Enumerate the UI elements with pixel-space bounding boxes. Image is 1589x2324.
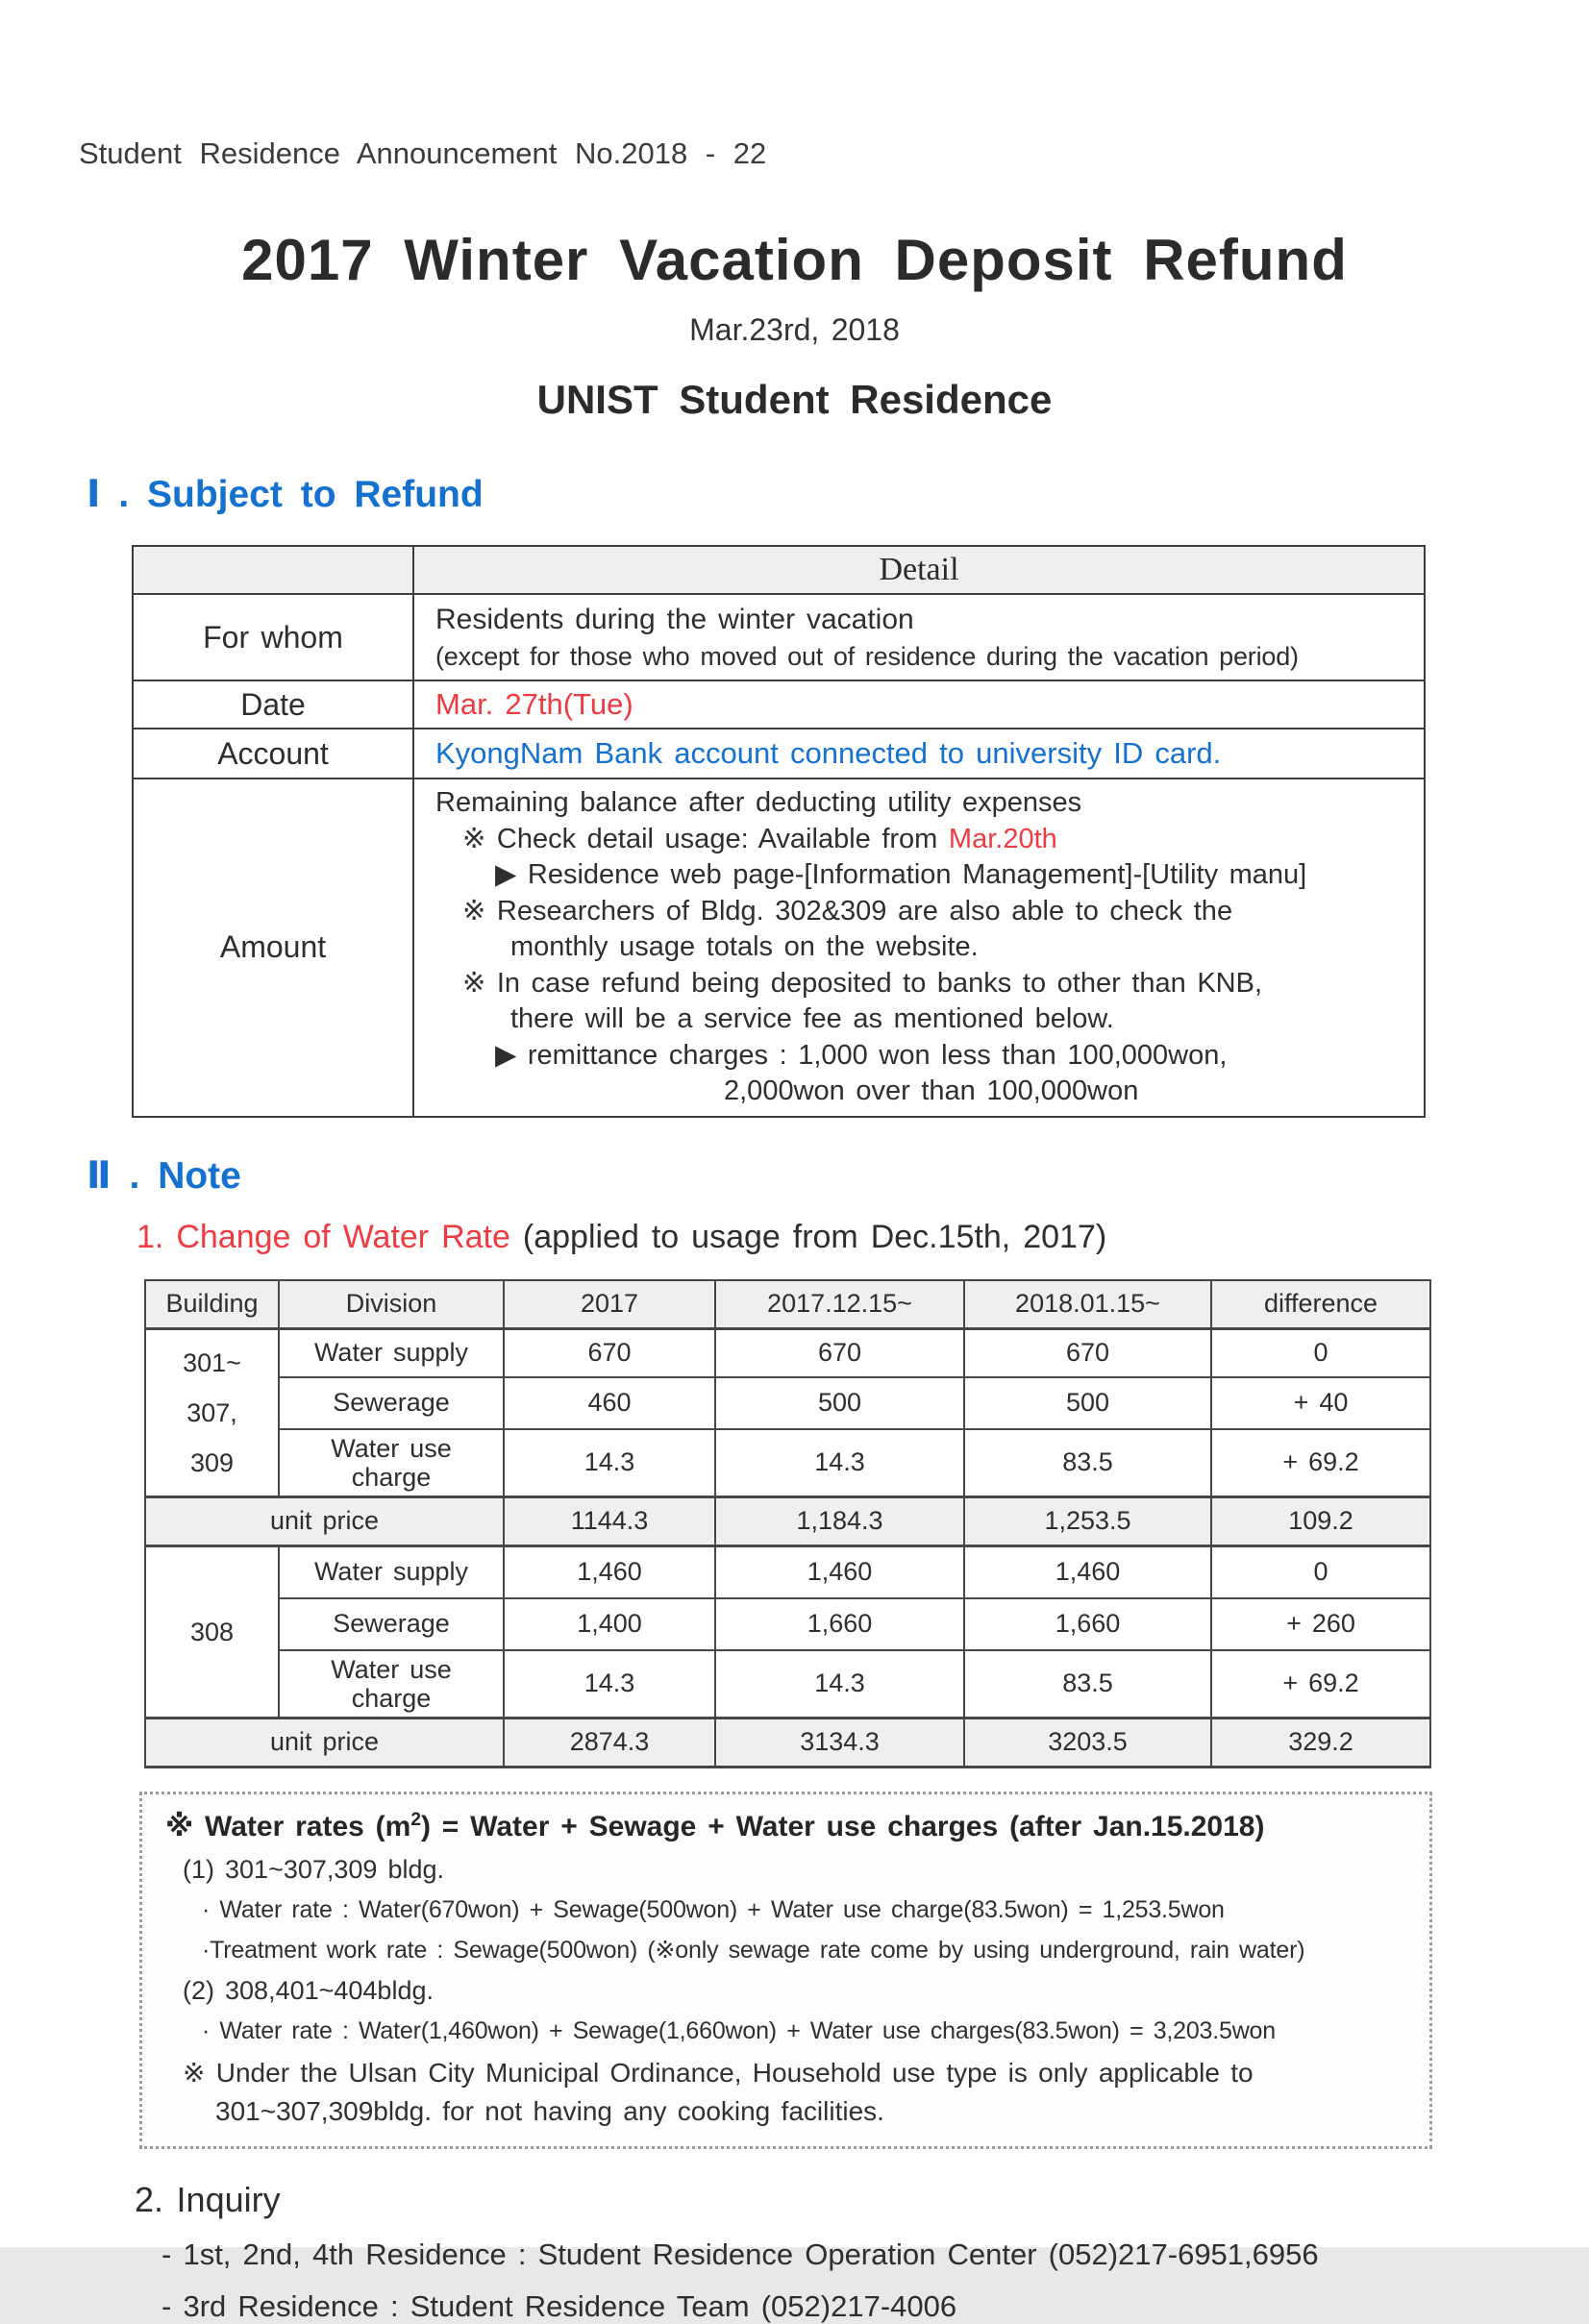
value-cell: 83.5 [964,1650,1211,1718]
note-item: ※ Under the Ulsan City Municipal Ordinance, Household use type is only applicable to [183,2057,1254,2088]
building-cell-308 [145,1545,279,1718]
amount-check-prefix: ※ Check detail usage: Available from [462,823,949,854]
amount-line: there will be a service fee as mentioned below. [510,1003,1114,1034]
value-cell: 1,460 [715,1545,964,1598]
for-whom-line1: Residents during the winter vacation [435,604,914,635]
amount-row [133,779,1425,1117]
amount-line: ※ Researchers of Bldg. 302&309 are also able to check the [462,895,1233,927]
amount-check-date: Mar.20th [948,823,1057,854]
division-cell: Water use charge [279,1429,504,1497]
value-cell: 3203.5 [964,1718,1211,1767]
inquiry-line: - 3rd Residence : Student Residence Team (052)217-4006 [161,2288,957,2323]
building-cell-301 [145,1328,279,1496]
row-label: Account [133,729,413,779]
value-cell: 14.3 [715,1429,964,1497]
value-cell: 460 [504,1377,715,1429]
table-row [145,1429,1430,1497]
table-row [145,1598,1430,1650]
division-cell: Sewerage [279,1377,504,1429]
water-rate-subheading [137,1219,1589,1256]
unit-price-row [145,1718,1430,1767]
section-2-heading: Ⅱ . Note [87,1154,241,1197]
value-cell: 1,184.3 [715,1496,964,1545]
value-cell: 83.5 [964,1429,1211,1497]
announcement-number: Student Residence Announcement No.2018 - 22 [79,136,767,170]
account-row [133,729,1425,779]
amount-line: Remaining balance after deducting utility expenses [435,787,1082,818]
water-rate-subheading-title: 1. Change of Water Rate [137,1218,510,1255]
col-header-2017-12: 2017.12.15~ [715,1280,964,1329]
table-row [145,1545,1430,1598]
table-row [145,1650,1430,1718]
value-cell: 3134.3 [715,1718,964,1767]
value-cell: 1,253.5 [964,1496,1211,1545]
building-line: 309 [189,1447,235,1477]
division-cell: Sewerage [279,1598,504,1650]
value-cell: 0 [1211,1545,1430,1598]
unit-price-label: unit price [145,1718,504,1767]
inquiry-heading: 2. Inquiry [135,2179,281,2219]
value-cell: 0 [1211,1328,1430,1377]
unit-price-label: unit price [145,1496,504,1545]
value-cell: 500 [715,1377,964,1429]
value-cell: 14.3 [504,1429,715,1497]
section-1-heading: Ⅰ . Subject to Refund [87,474,484,515]
refund-table-header-row [133,546,1425,594]
value-cell: 329.2 [1211,1718,1430,1767]
col-header-division: Division [279,1280,504,1329]
amount-line: monthly usage totals on the website. [510,931,979,962]
row-label: For whom [133,594,413,680]
value-cell: + 260 [1211,1598,1430,1650]
note-item: ·Treatment work rate : Sewage(500won) (※only sewage rate come by using underground, rain water) [202,1936,1305,1964]
note-item: 301~307,309bldg. for not having any cooking facilities. [215,2095,884,2126]
row-label: Amount [133,779,413,1117]
date-row [133,680,1425,729]
inquiry-line: - 1st, 2nd, 4th Residence : Student Residence Operation Center (052)217-6951,6956 [161,2237,1319,2271]
water-rate-subheading-note: (applied to usage from Dec.15th, 2017) [522,1218,1107,1255]
detail-header-cell: Detail [413,546,1425,594]
value-cell: 14.3 [504,1650,715,1718]
organization-name: UNIST Student Residence [536,377,1053,422]
for-whom-row [133,594,1425,680]
building-line: 308 [189,1617,235,1646]
value-cell: 1,660 [715,1598,964,1650]
note-item: (2) 308,401~404bldg. [183,1975,434,2005]
value-cell: 670 [715,1328,964,1377]
note-item: · Water rate : Water(670won) + Sewage(500won) + Water use charge(83.5won) = 1,253.5won [202,1895,1225,1923]
value-cell: + 40 [1211,1377,1430,1429]
division-cell: Water supply [279,1328,504,1377]
amount-line [435,822,1414,858]
water-rate-table [144,1279,1431,1768]
value-cell: 2874.3 [504,1718,715,1767]
value-cell: 500 [964,1377,1211,1429]
for-whom-value [413,594,1425,680]
value-cell: 1,660 [964,1598,1211,1650]
water-rate-note-box [139,1792,1432,2149]
note-title-sup: 2 [410,1809,421,1830]
unit-price-row [145,1496,1430,1545]
document-date: Mar.23rd, 2018 [689,312,900,347]
division-cell: Water supply [279,1545,504,1598]
col-header-building: Building [145,1280,279,1329]
value-cell: 1144.3 [504,1496,715,1545]
value-cell: 670 [504,1328,715,1377]
value-cell: + 69.2 [1211,1429,1430,1497]
row-label: Date [133,680,413,729]
value-cell: 14.3 [715,1650,964,1718]
amount-line: ※ In case refund being deposited to banks to other than KNB, [462,967,1263,999]
note-item: · Water rate : Water(1,460won) + Sewage(1,660won) + Water use charges(83.5won) = 3,203.5won [202,2016,1276,2044]
value-cell: 109.2 [1211,1496,1430,1545]
division-cell: Water use charge [279,1650,504,1718]
value-cell: + 69.2 [1211,1650,1430,1718]
building-line: 301~ [183,1347,241,1377]
building-line: 307, [186,1397,237,1427]
note-title [165,1810,1410,1843]
note-title-pre: ※ Water rates (m [165,1810,411,1842]
empty-header-cell [133,546,413,594]
refund-table [132,545,1426,1118]
amount-line: ▶ remittance charges : 1,000 won less than 100,000won, [495,1039,1228,1071]
value-cell: 1,460 [964,1545,1211,1598]
date-value: Mar. 27th(Tue) [413,680,1425,729]
table-row [145,1328,1430,1377]
value-cell: 670 [964,1328,1211,1377]
col-header-2017: 2017 [504,1280,715,1329]
value-cell: 1,460 [504,1545,715,1598]
col-header-difference: difference [1211,1280,1430,1329]
amount-line: 2,000won over than 100,000won [724,1075,1139,1106]
amount-line: ▶ Residence web page-[Information Management]-[Utility manu] [495,859,1307,890]
table-row [145,1377,1430,1429]
col-header-2018-01: 2018.01.15~ [964,1280,1211,1329]
page-title: 2017 Winter Vacation Deposit Refund [241,228,1348,292]
amount-value [413,779,1425,1117]
for-whom-line2: (except for those who moved out of residence during the vacation period) [435,642,1299,671]
note-item: (1) 301~307,309 bldg. [183,1854,445,1884]
note-title-post: ) = Water + Sewage + Water use charges (after Jan.15.2018) [420,1810,1265,1842]
value-cell: 1,400 [504,1598,715,1650]
account-value: KyongNam Bank account connected to university ID card. [413,729,1425,779]
water-table-header-row [145,1280,1430,1329]
